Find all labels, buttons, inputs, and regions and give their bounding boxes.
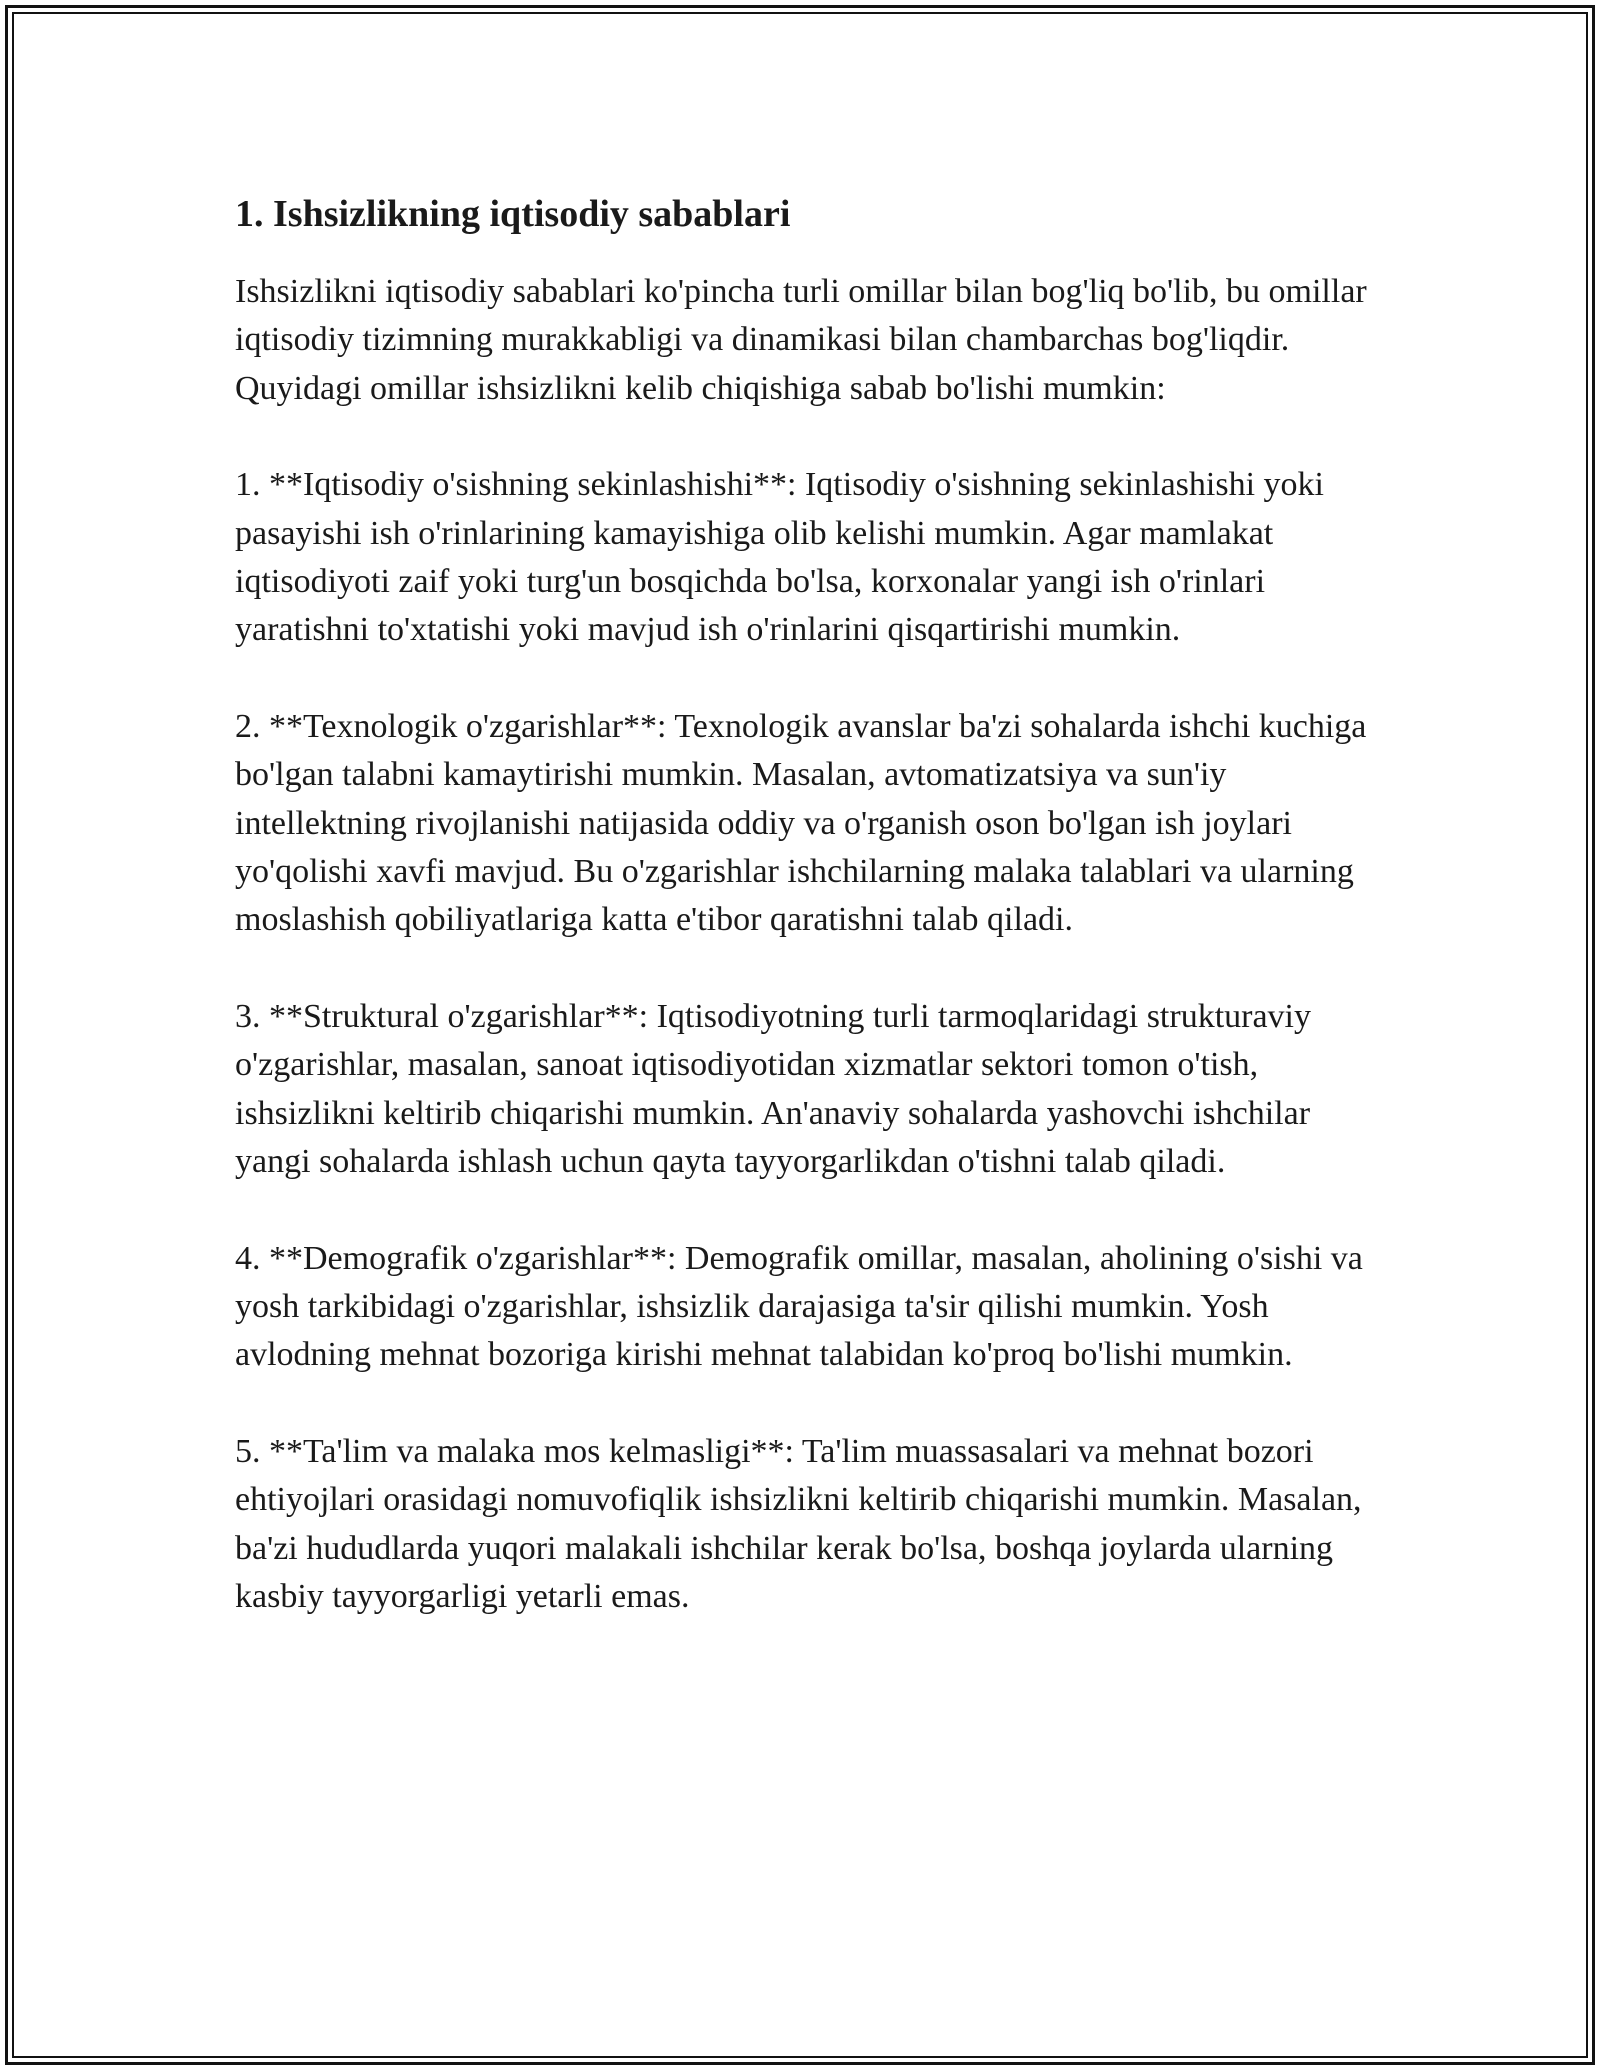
list-item-structural-changes: 3. **Struktural o'zgarishlar**: Iqtisodiyotning turli tarmoqlaridagi strukturaviy o'zgarishlar, masalan, sanoat iqtisodiyotidan xizmatlar sektori tomon o'tish, ishsizlikni keltirib chiqarishi mumkin. An'anaviy sohalarda yashovchi ishchilar yangi sohalarda ishlash uchun qayta tayyorgarlikdan o'tishni talab qiladi. xyxy=(235,997,1311,1181)
list-item-economic-growth: 1. **Iqtisodiy o'sishning sekinlashishi**: Iqtisodiy o'sishning sekinlashishi yoki pasayishi ish o'rinlarining kamayishiga olib kelishi mumkin. Agar mamlakat iqtisodiyoti zaif yoki turg'un bosqichda bo'lsa, korxonalar yangi ish o'rinlari yaratishni to'xtatishi yoki mavjud ish o'rinlarini qisqartirishi mumkin. xyxy=(235,466,1324,649)
list-item-education-mismatch: 5. **Ta'lim va malaka mos kelmasligi**: Ta'lim muassasalari va mehnat bozori ehtiyojlari orasidagi nomuvofiqlik ishsizlikni keltirib chiqarishi mumkin. Masalan, ba'zi hududlarda yuqori malakali ishchilar kerak bo'lsa, boshqa joylarda ularning kasbiy tayyorgarligi yetarli emas. xyxy=(235,1432,1362,1615)
section-heading: 1. Ishsizlikning iqtisodiy sabablari xyxy=(235,193,791,235)
list-item-demographic-changes: 4. **Demografik o'zgarishlar**: Demografik omillar, masalan, aholining o'sishi va yosh tarkibidagi o'zgarishlar, ishsizlik darajasiga ta'sir qilishi mumkin. Yosh avlodning mehnat bozoriga kirishi mehnat talabidan ko'proq bo'lishi mumkin. xyxy=(235,1239,1363,1374)
list-item-technological-changes: 2. **Texnologik o'zgarishlar**: Texnologik avanslar ba'zi sohalarda ishchi kuchiga bo'lgan talabni kamaytirishi mumkin. Masalan, avtomatizatsiya va sun'iy intellektning rivojlanishi natijasida oddiy va o'rganish oson bo'lgan ish joylari yo'qolishi xavfi mavjud. Bu o'zgarishlar ishchilarning malaka talablari va ularning moslashish qobiliyatlariga katta e'tibor qaratishni talab qiladi. xyxy=(235,707,1367,939)
intro-paragraph: Ishsizlikni iqtisodiy sabablari ko'pincha turli omillar bilan bog'liq bo'lib, bu omillar iqtisodiy tizimning murakkabligi va dinamikasi bilan chambarchas bog'liqdir. Quyidagi omillar ishsizlikni kelib chiqishiga sabab bo'lishi mumkin: xyxy=(235,273,1367,407)
document-body xyxy=(235,188,1385,1669)
